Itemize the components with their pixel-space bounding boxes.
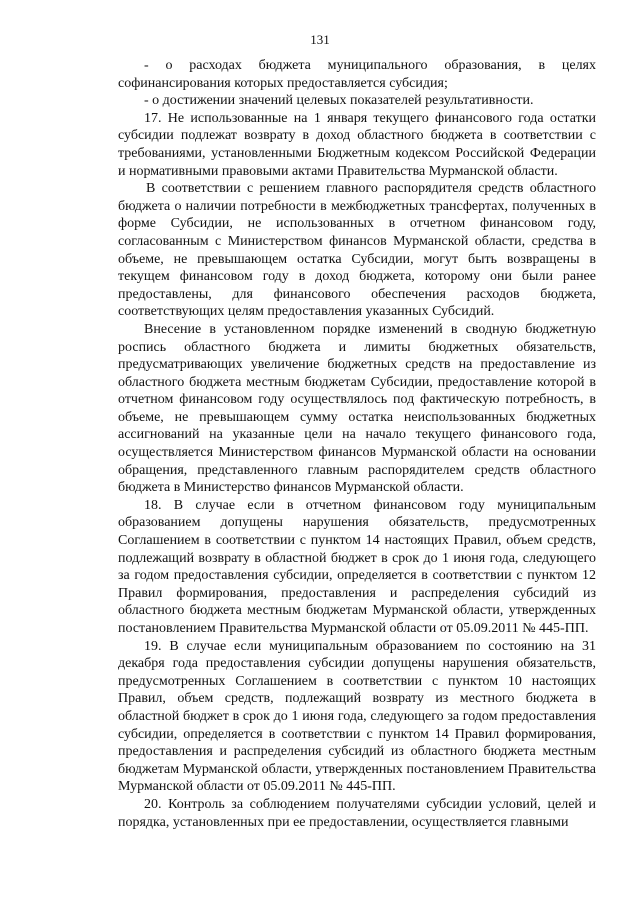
- page-number: 131: [310, 32, 330, 47]
- paragraph-report-indicators: - о достижении значений целевых показателей результативности.: [144, 93, 534, 109]
- paragraph-19-violations: 19. В случае если муниципальным образованием по состоянию на 31 декабря года предоставления субсидии допущены нарушения обязательств, предусмотренных Соглашением в соответствии с пунктом 10 настоящих Правил, объем средств, подлежащий возврату из местного бюджета в областной бюджет в срок до 1 июня года, следующего за годом предоставления субсидии, определяется в соответствии с пунктом 14 Правил формирования, предоставления и распределения субсидий из областного бюджета местным бюджетам Мурманской области, утвержденных постановлением Правительства Мурманской области от 05.09.2011 № 445-ПП.: [118, 638, 596, 795]
- paragraph-18-violations: 18. В случае если в отчетном финансовом году муниципальным образованием допущены нарушения обязательств, предусмотренных Соглашением в соответствии с пунктом 14 настоящих Правил, объем средств, подлежащий возврату в областной бюджет в срок до 1 июня года, следующего за годом предоставления субсидии, определяется в соответствии с пунктом 12 Правил формирования, предоставления и распределения субсидий из областного бюджета местным бюджетам Мурманской области, утвержденных постановлением Правительства Мурманской области от 05.09.2011 № 445-ПП.: [118, 497, 596, 636]
- document-body: [118, 57, 596, 831]
- paragraph-17-unused-balances: 17. Не использованные на 1 января текущего финансового года остатки субсидии подлежат возврату в доход областного бюджета в соответствии с требованиями, установленными Бюджетным кодексом Российской Федерации и нормативными правовыми актами Правительства Мурманской области.: [118, 110, 596, 179]
- paragraph-report-expenses: - о расходах бюджета муниципального образования, в целях софинансирования которых предоставляется субсидия;: [118, 58, 596, 91]
- paragraph-budget-amendments: Внесение в установленном порядке изменений в сводную бюджетную роспись областного бюджета и лимиты бюджетных обязательств, предусматривающих увеличение бюджетных средств на предоставление из областного бюджета местным бюджетам Субсидии, предоставление которой в отчетном финансовом году осуществлялось под фактическую потребность, в объеме, не превышающем сумму остатка неиспользованных бюджетных ассигнований на указанные цели на начало текущего финансового года, осуществляется Министерством финансов Мурманской области на основании обращения, представленного главным распорядителем средств областного бюджета в Министерство финансов Мурманской области.: [118, 321, 596, 496]
- paragraph-return-of-funds: В соответствии с решением главного распорядителя средств областного бюджета о наличии потребности в межбюджетных трансфертах, полученных в форме Субсидии, не использованных в отчетном финансовом году, согласованным с Министерством финансов Мурманской области, средства в объеме, не превышающем остатка Субсидии, могут быть возвращены в текущем финансовом году в доход бюджета, которому они были ранее предоставлены, для финансового обеспечения расходов бюджета, соответствующих целям предоставления указанных Субсидий.: [118, 181, 596, 320]
- paragraph-20-control: 20. Контроль за соблюдением получателями субсидии условий, целей и порядка, установленных при ее предоставлении, осуществляется главными: [118, 796, 596, 830]
